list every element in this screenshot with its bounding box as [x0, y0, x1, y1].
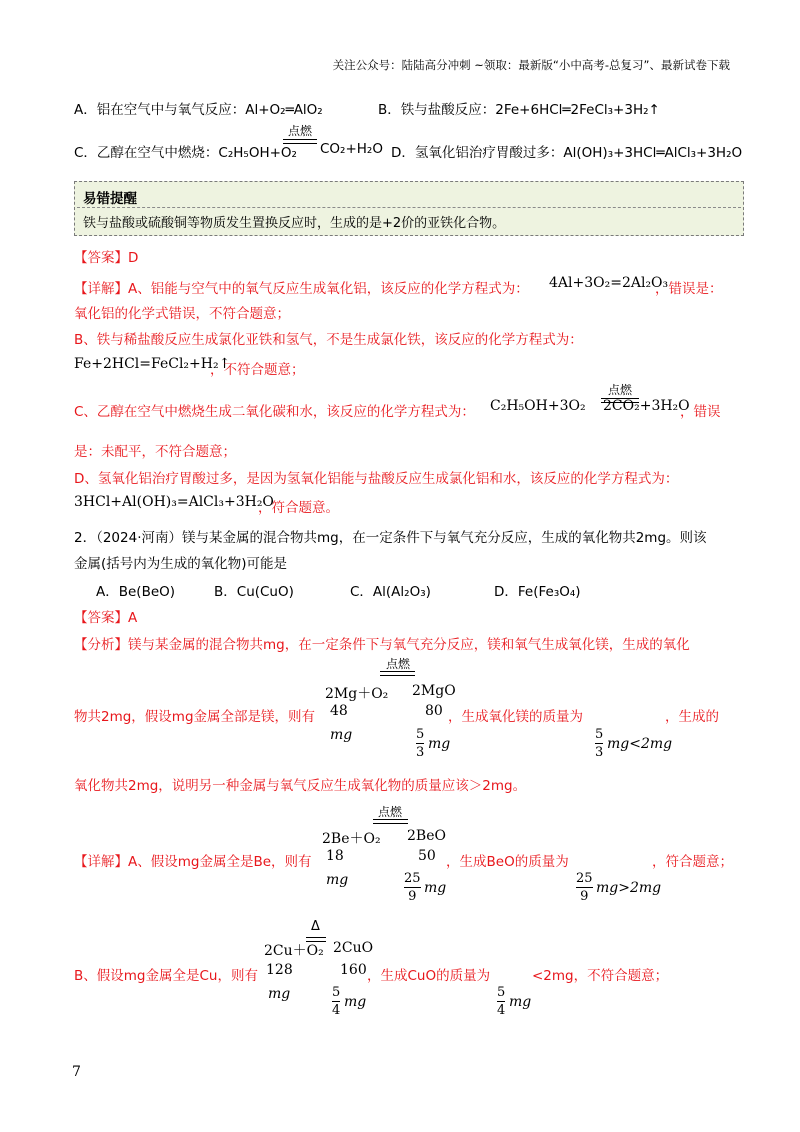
detailA-condition: 点燃	[378, 805, 403, 819]
detailB-compare-numerator: 5	[497, 985, 506, 1000]
detailA-mass-be: 18	[326, 848, 344, 864]
detailA-compare-denominator: 9	[580, 889, 589, 904]
detail-d-line1: D、氢氧化铝治疗胃酸过多，是因为氢氧化铝能与盐酸反应生成氯化铝和水，该反应的化学方程式为：	[74, 471, 679, 487]
page-header: 关注公众号：陆陆高分冲刺 ~领取：最新版“小中高考-总复习”、最新试卷下载	[332, 58, 730, 72]
analysis-fraction-denominator: 3	[416, 745, 425, 760]
detailA-compare-numerator: 25	[576, 871, 593, 886]
detailB-fraction-unit: mg	[344, 994, 367, 1010]
detailA-fraction-denominator: 9	[408, 889, 417, 904]
detailA-fraction-bar	[404, 887, 421, 888]
detailA-compare-fraction	[576, 871, 593, 904]
analysis-condition: 点燃	[386, 657, 411, 671]
detailB-compare-denominator: 4	[497, 1003, 506, 1018]
q1-option-b: B．铁与盐酸反应：2Fe+6HCl═2FeCl₃+3H₂↑	[378, 102, 660, 118]
detail-a-line2: 氧化铝的化学式错误，不符合题意；	[74, 306, 290, 322]
detailA-compare-bar	[576, 887, 593, 888]
detail-c-line2: 是：未配平，不符合题意；	[74, 444, 236, 460]
q2-option-c: C．Al(Al₂O₃)	[350, 584, 431, 600]
detail-d-line2-end: ，符合题意。	[258, 500, 339, 516]
detailB-fraction-numerator: 5	[332, 985, 341, 1000]
analysis-line2-pre: 物共2mg，假设mg金属全部是镁，则有	[74, 709, 316, 725]
detail-c-condition: 点燃	[608, 383, 633, 397]
detailA-compare-text: mg>2mg	[596, 880, 662, 896]
analysis-compare-numerator: 5	[595, 727, 604, 742]
detail-a-line1: 【详解】A、铝能与空气中的氧气反应生成氧化铝，该反应的化学方程式为：	[74, 281, 529, 297]
detailB-eq-left: 2Cu＋O₂	[264, 943, 324, 959]
detail-c-equation-left: C₂H₅OH+3O₂	[490, 398, 586, 414]
analysis-compare-text: mg<2mg	[607, 736, 673, 752]
detail-a-equation: 4Al+3O₂=2Al₂O₃	[549, 275, 669, 291]
q1-option-c: C．乙醇在空气中燃烧：C₂H₅OH+O₂	[74, 145, 297, 161]
detailA-fraction-numerator: 25	[404, 871, 421, 886]
q2-option-d: D．Fe(Fe₃O₄)	[494, 584, 581, 600]
detailA-eq-right: 2BeO	[407, 828, 446, 844]
detailB-post: <2mg，不符合题意；	[532, 968, 669, 984]
detailA-equals	[373, 819, 408, 824]
q1-option-d: D．氢氧化铝治疗胃酸过多：Al(OH)₃+3HCl═AlCl₃+3H₂O	[391, 145, 743, 161]
detail-b-line1: B、铁与稀盐酸反应生成氯化亚铁和氢气，不是生成氯化铁，该反应的化学方程式为：	[74, 332, 583, 348]
q1-answer: 【答案】D	[74, 250, 139, 266]
q2-stem-line1: 2．（2024·河南）镁与某金属的混合物共mg，在一定条件下与氧气充分反应，生成的氧化物共2mg。则该	[74, 530, 707, 546]
detailA-mass-beo: 50	[418, 848, 436, 864]
detailB-mg-label: mg	[268, 986, 291, 1002]
detailA-eq-left: 2Be＋O₂	[322, 831, 381, 847]
error-tip-divider	[77, 207, 741, 208]
analysis-compare-denominator: 3	[595, 745, 604, 760]
detailB-condition: Δ	[311, 919, 320, 934]
error-tip-body: 铁与盐酸或硫酸铜等物质发生置换反应时，生成的是+2价的亚铁化合物。	[83, 216, 506, 231]
analysis-equals	[380, 671, 415, 676]
detailB-compare-unit: mg	[509, 994, 532, 1010]
error-tip-box	[74, 181, 744, 236]
analysis-fraction-numerator: 5	[416, 727, 425, 742]
analysis-mg-label: mg	[330, 727, 353, 743]
detailB-fraction-denominator: 4	[332, 1003, 341, 1018]
detailB-compare-bar	[497, 1001, 505, 1002]
analysis-fraction	[416, 727, 424, 760]
detailB-mid: ，生成CuO的质量为	[367, 968, 491, 984]
detailB-compare-fraction	[497, 985, 505, 1018]
detail-c-line1: C、乙醇在空气中燃烧生成二氧化碳和水，该反应的化学方程式为：	[74, 404, 475, 420]
q1-option-c-equals	[283, 139, 317, 144]
analysis-line2-mid: ，生成氧化镁的质量为	[448, 709, 583, 725]
detailB-fraction	[332, 985, 340, 1018]
detailB-mass-cuo: 160	[340, 962, 367, 978]
analysis-line3: 氧化物共2mg，说明另一种金属与氧气反应生成氧化物的质量应该＞2mg。	[74, 778, 527, 794]
analysis-compare-bar	[595, 743, 603, 744]
analysis-eq-left: 2Mg＋O₂	[325, 686, 389, 702]
analysis-fraction-bar	[416, 743, 424, 744]
q1-option-a: A．铝在空气中与氧气反应：Al+O₂═AlO₂	[74, 102, 323, 118]
q2-answer: 【答案】A	[74, 610, 138, 626]
analysis-eq-right: 2MgO	[412, 683, 456, 699]
detail-c-equation-right: 2CO₂+3H₂O	[603, 398, 690, 414]
detail-b-line2-end: ，不符合题意；	[210, 362, 305, 378]
detailB-eq-right: 2CuO	[333, 940, 374, 956]
detail-b-equation: Fe+2HCl=FeCl₂+H₂↑	[74, 356, 231, 372]
detailA-mid: ，生成BeO的质量为	[446, 854, 569, 870]
detail-a-line1-end: ，错误是：	[655, 281, 723, 297]
detailB-pre: B、假设mg金属全是Cu，则有	[74, 968, 258, 984]
detailB-fraction-bar	[332, 1001, 340, 1002]
detail-d-equation: 3HCl+Al(OH)₃=AlCl₃+3H₂O	[74, 494, 274, 510]
q1-option-c-condition: 点燃	[288, 124, 313, 138]
q1-option-c-products: CO₂+H₂O	[320, 141, 383, 157]
detailA-pre: 【详解】A、假设mg金属全是Be，则有	[74, 854, 312, 870]
q2-option-b: B．Cu(CuO)	[214, 584, 294, 600]
detailA-post: ，符合题意；	[652, 854, 733, 870]
q2-option-a: A．Be(BeO)	[96, 584, 176, 600]
q2-stem-line2: 金属(括号内为生成的氧化物)可能是	[74, 556, 288, 572]
analysis-compare-fraction	[595, 727, 603, 760]
detail-c-line1-end: ，错误	[680, 404, 721, 420]
analysis-mass-mg: 48	[330, 703, 348, 719]
analysis-mass-mgo: 80	[425, 703, 443, 719]
detailA-fraction-unit: mg	[424, 880, 447, 896]
detailB-mass-cu: 128	[266, 962, 293, 978]
analysis-fraction-unit: mg	[428, 736, 451, 752]
page-number: 7	[72, 1064, 81, 1080]
error-tip-title: 易错提醒	[83, 191, 137, 207]
analysis-line2-post: ，生成的	[665, 709, 719, 725]
detailA-fraction	[404, 871, 421, 904]
analysis-line1: 【分析】镁与某金属的混合物共mg，在一定条件下与氧气充分反应，镁和氧气生成氧化镁，生成的氧化	[74, 637, 690, 653]
detailA-mg-label: mg	[326, 872, 349, 888]
